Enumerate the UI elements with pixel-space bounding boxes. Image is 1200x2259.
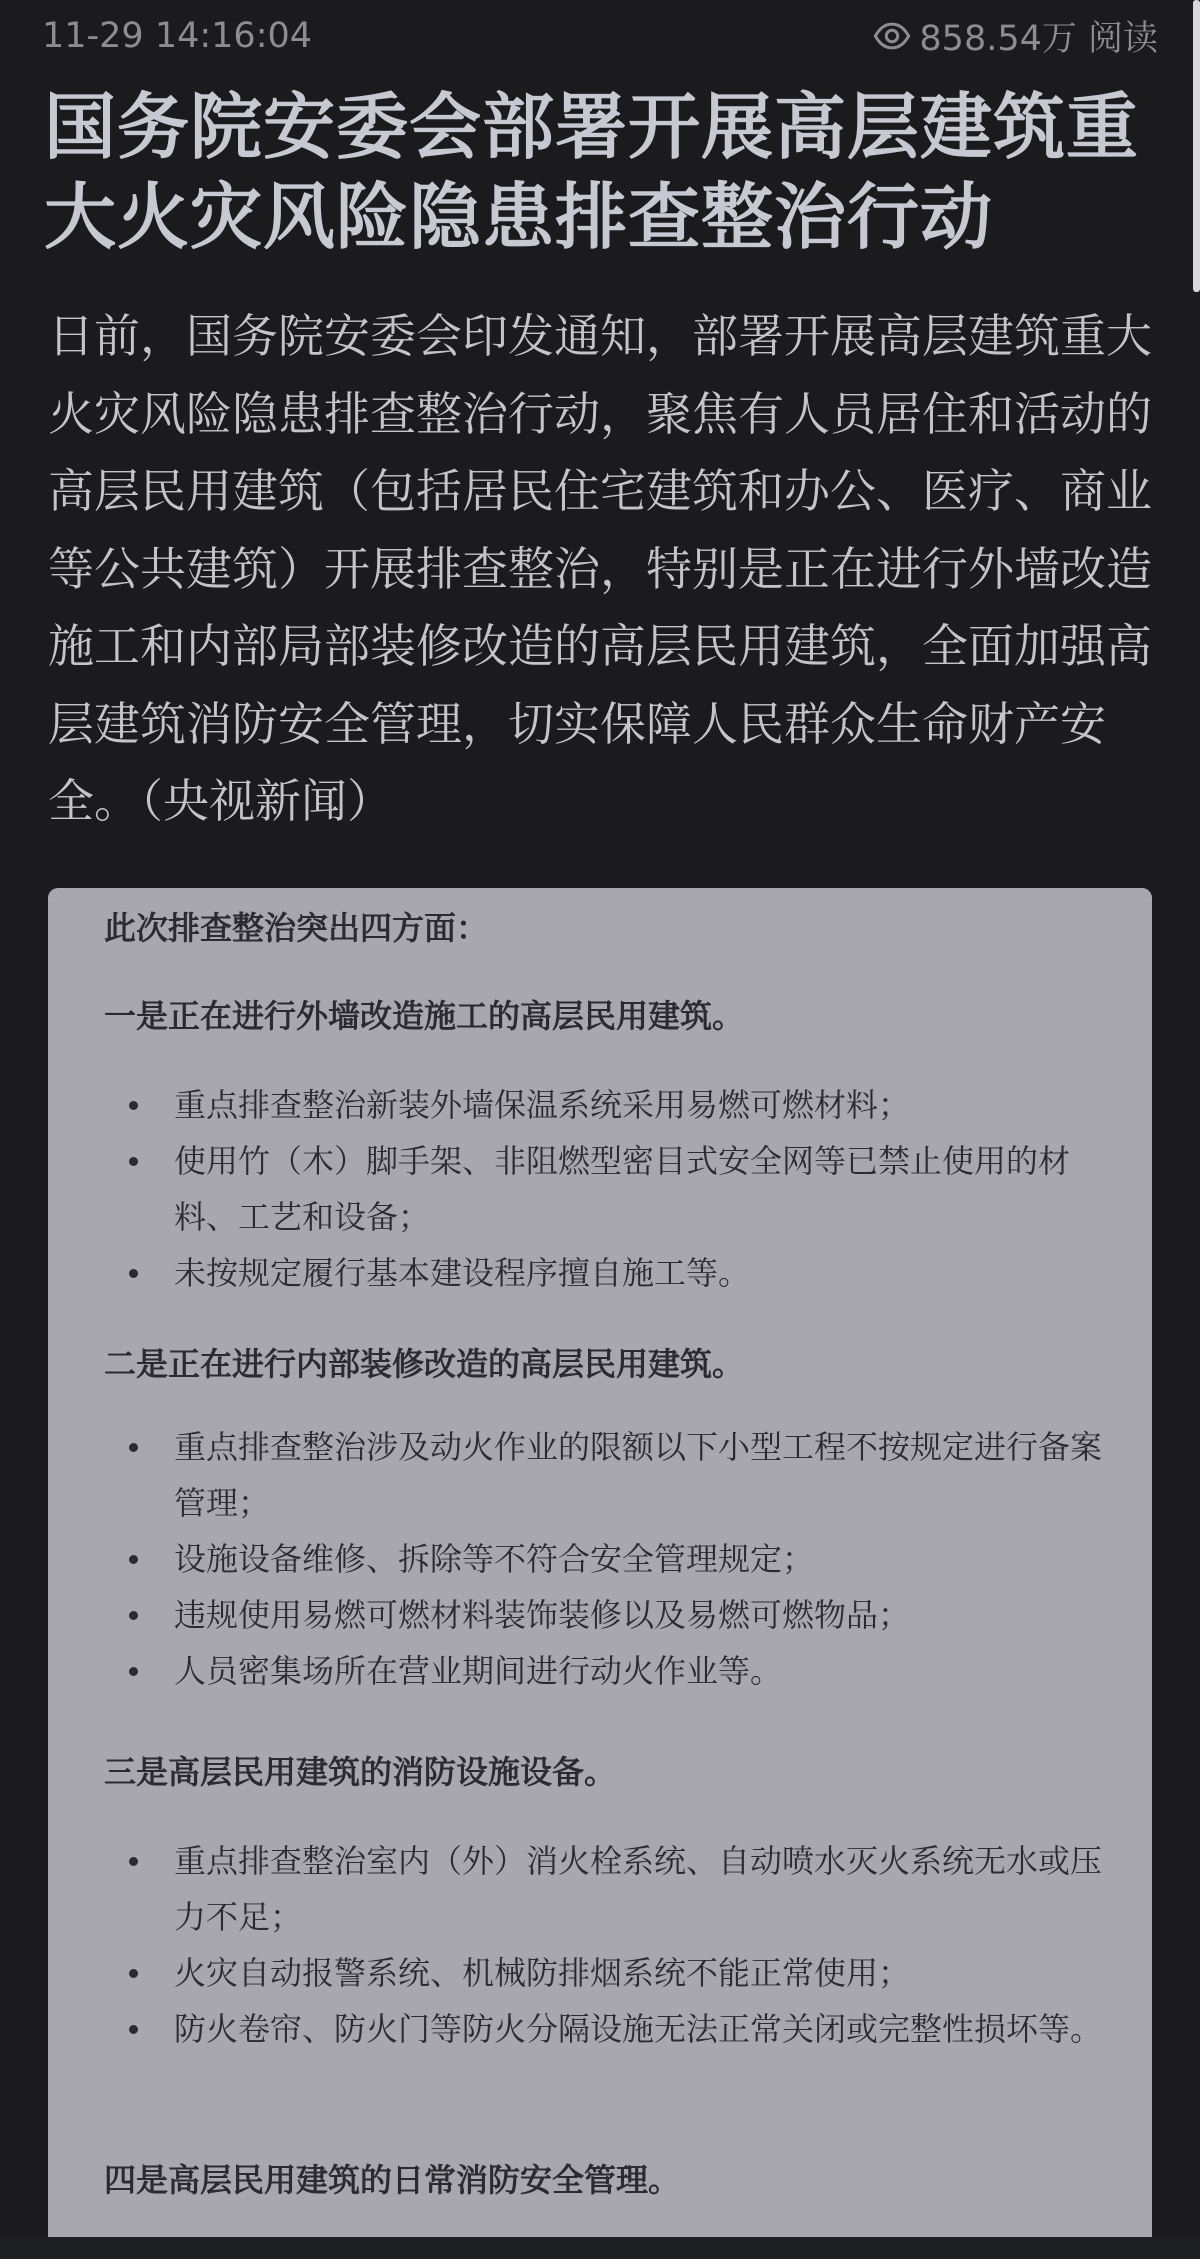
- summary-intro: 此次排查整治突出四方面：: [104, 909, 489, 947]
- eye-icon: [873, 17, 911, 55]
- section-heading-4: 四是高层民用建筑的日常消防安全管理。: [104, 2161, 681, 2199]
- list-item: 重点排查整治新装外墙保温系统采用易燃可燃材料；: [104, 1077, 1104, 1133]
- section-list-3: [104, 1833, 1104, 2057]
- section-heading-2: 二是正在进行内部装修改造的高层民用建筑。: [104, 1345, 745, 1383]
- list-item: 重点排查整治涉及动火作业的限额以下小型工程不按规定进行备案管理；: [104, 1419, 1104, 1531]
- section-heading-3: 三是高层民用建筑的消防设施设备。: [104, 1753, 617, 1791]
- meta-bar: [42, 10, 1158, 62]
- view-count: [873, 11, 1158, 61]
- list-item: 重点排查整治室内（外）消火栓系统、自动喷水灭火系统无水或压力不足；: [104, 1833, 1104, 1945]
- summary-card: [48, 888, 1152, 2259]
- section-heading-1: 一是正在进行外墙改造施工的高层民用建筑。: [104, 997, 745, 1035]
- section-list-2: [104, 1419, 1104, 1699]
- publish-timestamp: 11-29 14:16:04: [42, 16, 313, 56]
- section-list-1: [104, 1077, 1104, 1301]
- list-item: 使用竹（木）脚手架、非阻燃型密目式安全网等已禁止使用的材料、工艺和设备；: [104, 1133, 1104, 1245]
- article-title: 国务院安委会部署开展高层建筑重大火灾风险隐患排查整治行动: [44, 85, 1140, 259]
- list-item: 设施设备维修、拆除等不符合安全管理规定；: [104, 1531, 1104, 1587]
- list-item: 防火卷帘、防火门等防火分隔设施无法正常关闭或完整性损坏等。: [104, 2001, 1104, 2057]
- list-item: 违规使用易燃可燃材料装饰装修以及易燃可燃物品；: [104, 1587, 1104, 1643]
- view-count-label: 858.54万 阅读: [919, 19, 1158, 59]
- scrollbar-thumb[interactable]: [1193, 0, 1200, 292]
- bottom-bar: [0, 2237, 1200, 2259]
- article-lead-paragraph: 日前，国务院安委会印发通知，部署开展高层建筑重大火灾风险隐患排查整治行动，聚焦有人员居住和活动的高层民用建筑（包括居民住宅建筑和办公、医疗、商业等公共建筑）开展排查整治，特别是正在进行外墙改造施工和内部局部装修改造的高层民用建筑，全面加强高层建筑消防安全管理，切实保障人民群众生命财产安全。（央视新闻）: [48, 309, 1152, 828]
- list-item: 未按规定履行基本建设程序擅自施工等。: [104, 1245, 1104, 1301]
- list-item: 人员密集场所在营业期间进行动火作业等。: [104, 1643, 1104, 1699]
- list-item: 火灾自动报警系统、机械防排烟系统不能正常使用；: [104, 1945, 1104, 2001]
